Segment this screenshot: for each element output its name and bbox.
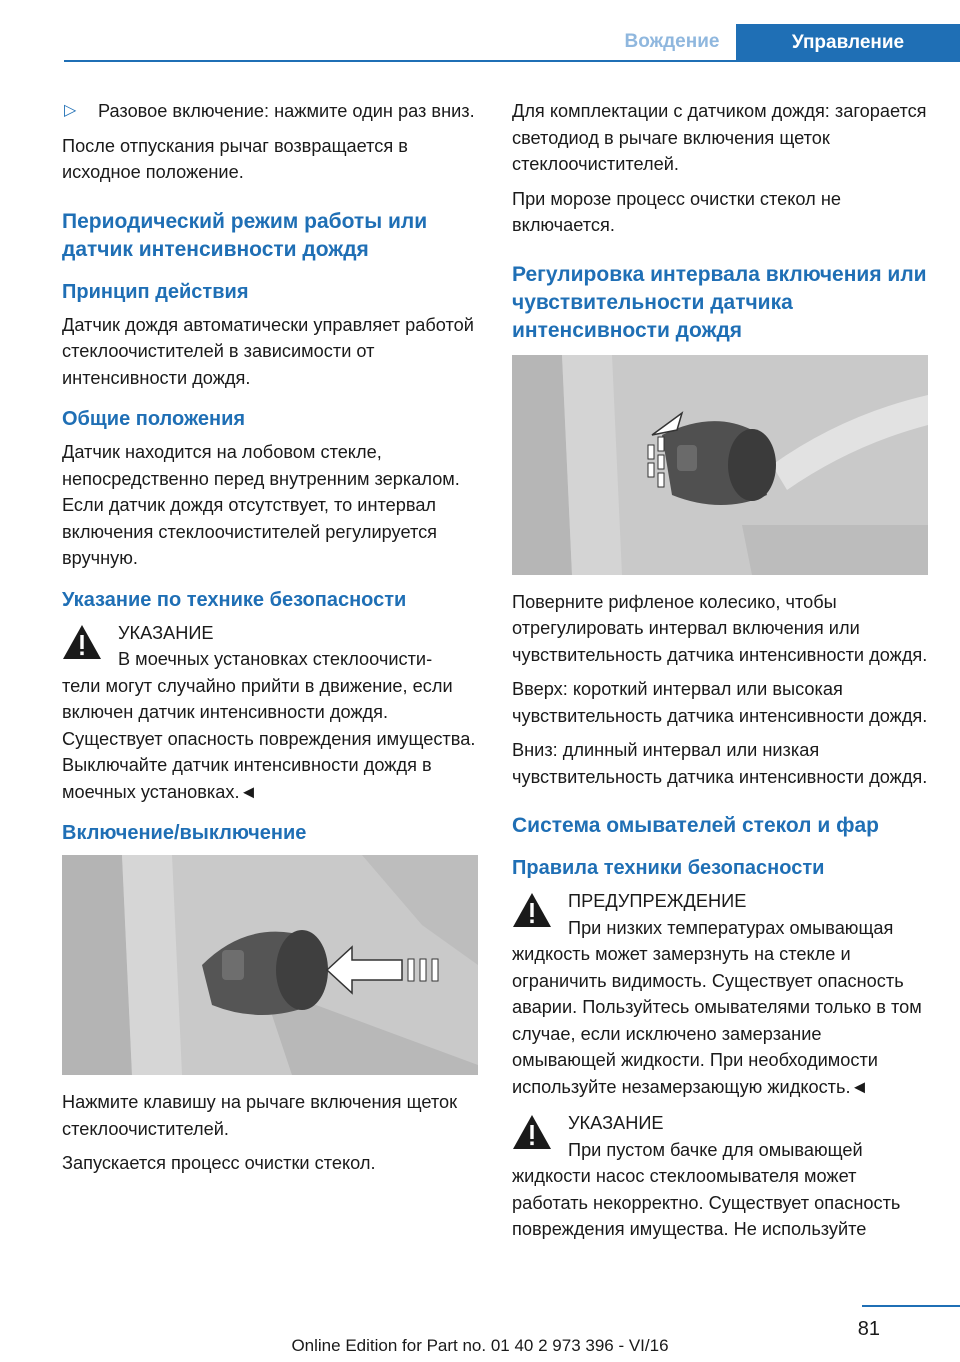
warning-text: тели могут случайно прийти в движение, если включен датчик интенсивности дождя. Существует опасность повреждения имущества. Выключайте датчик интенсивности дождя в моечных установках.◄	[62, 675, 476, 802]
right-column	[512, 98, 930, 1253]
list-item	[62, 98, 480, 125]
heading-principle: Принцип действия	[62, 280, 249, 303]
heading-adjust-interval: Регулировка интервала включения или чувствительности датчика интенсивности дождя	[512, 262, 927, 342]
heading-on-off: Включение/выключение	[62, 822, 307, 844]
warning-block	[512, 888, 930, 1100]
paragraph-return: После отпускания рычаг возвращается в исходное положение.	[62, 135, 408, 182]
paragraph-frost: При морозе процесс очистки стекол не включается.	[512, 188, 841, 235]
warning-title: УКАЗАНИЕ	[118, 622, 214, 643]
warning-triangle-icon	[512, 892, 552, 928]
triangle-bullet-icon: ▷	[64, 102, 77, 119]
paragraph-led: Для комплектации с датчиком дождя: загорается светодиод в рычаге включения щеток стеклоочистителей.	[512, 101, 927, 174]
warning-text-first: При низких температурах омывающая	[568, 917, 894, 938]
warning-block	[62, 620, 480, 806]
notice-text-first: При пустом бачке для омывающей	[568, 1139, 863, 1160]
paragraph-down: Вниз: длинный интервал или низкая чувствительность датчика интенсивности дождя.	[512, 740, 928, 787]
wiper-button-photo	[62, 855, 478, 1075]
thumbwheel-photo	[512, 355, 928, 575]
paragraph-up: Вверх: короткий интервал или высокая чувствительность датчика интенсивности дождя.	[512, 679, 928, 726]
warning-triangle-icon	[62, 624, 102, 660]
edition-line: Online Edition for Part no. 01 40 2 973 396 - VI/16	[291, 1336, 669, 1355]
footer-rule	[862, 1305, 960, 1307]
notice-block	[512, 1110, 930, 1243]
page-number: 81	[857, 1318, 880, 1340]
tab-driving[interactable]: Вождение	[624, 31, 720, 52]
paragraph-general: Датчик находится на лобовом стекле, непосредственно перед внутренним зеркалом. Если датчик дождя отсутствует, то интервал включения стеклоочистителей регулируется вручную.	[62, 442, 460, 568]
heading-general: Общие положения	[62, 408, 246, 430]
paragraph-turn-wheel: Поверните рифленое колесико, чтобы отрегулировать интервал включения или чувствительность датчика интенсивности дождя.	[512, 591, 928, 665]
heading-safety-note: Указание по технике безопасности	[62, 588, 407, 611]
warning-title: ПРЕДУПРЕЖДЕНИЕ	[568, 891, 747, 911]
notice-text: жидкости насос стеклоомывателя может работать некорректно. Существует опасность повреждения имущества. Не используйте	[512, 1166, 901, 1239]
left-column	[62, 98, 480, 1185]
heading-washer-system: Система омывателей стекол и фар	[512, 814, 879, 837]
heading-safety-rules: Правила техники безопасности	[512, 857, 825, 879]
heading-periodic-mode: Периодический режим работы или датчик интенсивности дождя	[62, 209, 428, 261]
paragraph-principle: Датчик дождя автоматически управляет работой стеклоочистителей в зависимости от интенсивности дождя.	[62, 314, 474, 388]
notice-title: УКАЗАНИЕ	[568, 1113, 664, 1133]
warning-text: жидкость может замерзнуть на стекле и ограничить видимость. Существует опасность аварии. Пользуйтесь омывателями только в том случае, если исключено замерзание омывающей жидкости. При необходимости используйте незамерзающую жидкость.◄	[512, 944, 922, 1097]
thumbwheel-illustration	[512, 355, 928, 575]
warning-triangle-icon	[512, 1114, 552, 1150]
wiper-lever-illustration	[62, 855, 478, 1075]
tab-controls[interactable]: Управление	[736, 24, 960, 62]
paragraph-start-wiping: Запускается процесс очистки стекол.	[62, 1153, 376, 1173]
bullet-text: Разовое включение: нажмите один раз вниз.	[98, 101, 475, 121]
warning-text-first: В моечных установках стеклоочисти-	[118, 649, 433, 669]
paragraph-press-button: Нажмите клавишу на рычаге включения щеток стеклоочистителей.	[62, 1092, 458, 1139]
